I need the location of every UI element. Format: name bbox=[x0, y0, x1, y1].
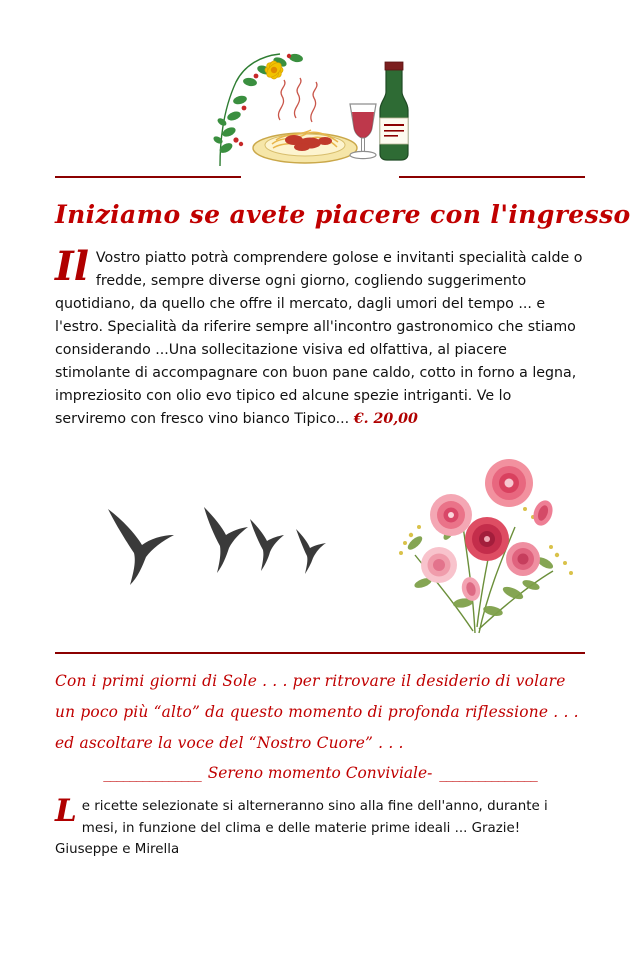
script-paragraph: Con i primi giorni di Sole . . . per ritrovare il desiderio di volare un poco più “alto” da questo momento di profonda riflessione . . . ed ascoltare la voce del “Nostro Cuore” . . . bbox=[55, 672, 579, 752]
price-value: €. 20,00 bbox=[353, 411, 418, 427]
drop-cap: Il bbox=[55, 243, 89, 290]
roses-bouquet-illustration bbox=[375, 443, 585, 643]
divider-lower bbox=[55, 652, 585, 654]
divider-right-segment bbox=[399, 176, 585, 178]
header-illustration bbox=[55, 48, 585, 168]
signature-text: Sereno momento Conviviale- bbox=[207, 764, 433, 783]
pasta-wine-bottle-illustration bbox=[210, 48, 430, 168]
page-title: Iniziamo se avete piacere con l'ingresso bbox=[55, 200, 631, 229]
signature-dashes-right: _______________ bbox=[439, 764, 537, 783]
document-page bbox=[0, 48, 640, 953]
closing-paragraph-text: e ricette selezionate si alterneranno sino alla fine dell'anno, durante i mesi, in funzione del clima e delle materie prime ideali ... Grazie! Giuseppe e Mirella bbox=[55, 799, 548, 858]
intro-paragraph-text: Vostro piatto potrà comprendere golose e invitanti specialità calde o fredde, sempre diverse ogni giorno, cogliendo suggerimento quotidiano, da quello che offre il mercato, dagli umori del tempo ... e l'estro. Specialità da riferire sempre all'incontro gastronomico che stiamo considerando ...Una sollecitazione visiva ed olfattiva, al piacere stimolante di accompagnare con buon pane caldo, cotto in forno a legna, impreziosito con olio evo tipico ed alcune spezie intriganti. Ve lo serviremo con fresco vino bianco Tipico... bbox=[55, 250, 583, 427]
intro-paragraph-block bbox=[55, 243, 585, 431]
divider-left-segment bbox=[55, 176, 241, 178]
divider-top bbox=[55, 176, 585, 178]
swallows-illustration bbox=[100, 501, 360, 591]
middle-illustrations bbox=[55, 443, 585, 648]
signature-row bbox=[55, 764, 585, 782]
signature-dashes-left: _______________ bbox=[103, 764, 201, 783]
closing-drop-cap: L bbox=[55, 793, 77, 830]
closing-paragraph-block bbox=[55, 793, 585, 860]
